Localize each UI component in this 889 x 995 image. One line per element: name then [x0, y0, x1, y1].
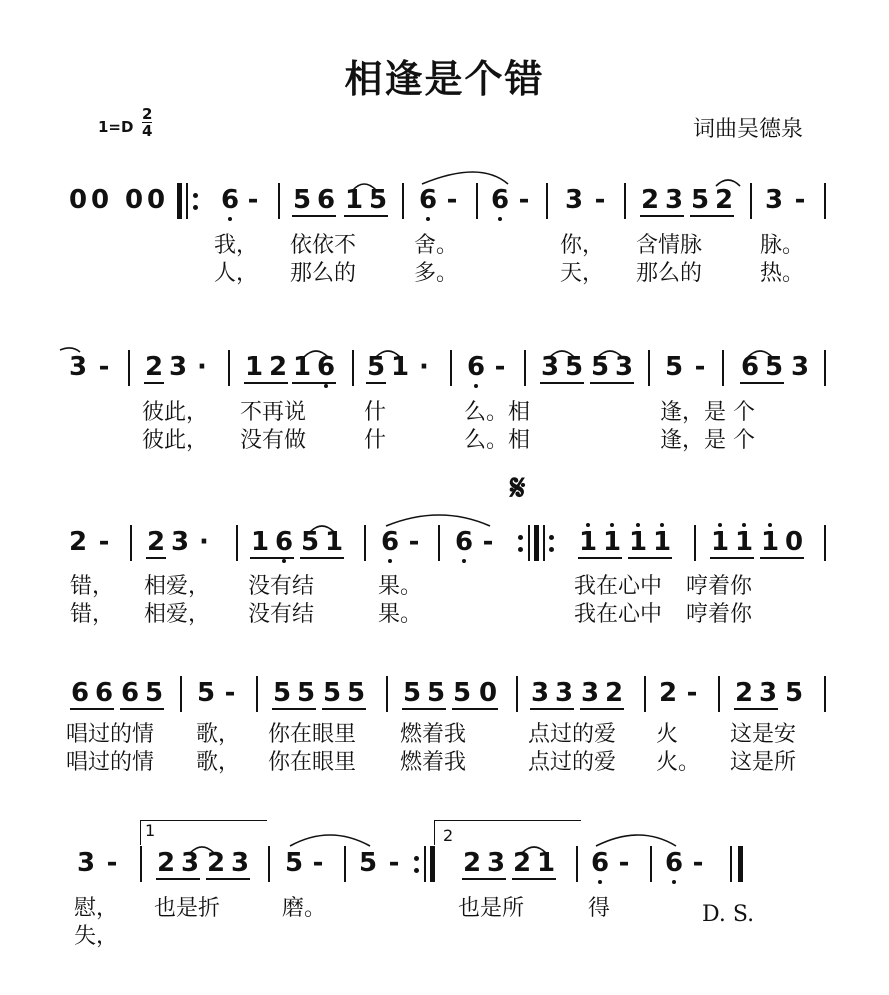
- slur: [748, 351, 772, 357]
- note: 6: [316, 352, 336, 382]
- note: 5: [300, 527, 320, 557]
- note: 1: [250, 527, 270, 557]
- volta-number-2: 2: [443, 826, 454, 845]
- lyric: 燃着我: [400, 722, 467, 747]
- lyric: 错，: [70, 602, 115, 627]
- time-top: 2: [142, 105, 153, 123]
- lyric: 这是安: [730, 722, 797, 747]
- lyric: 什: [364, 428, 387, 453]
- note: -: [224, 678, 236, 708]
- note: 3: [580, 678, 600, 708]
- note: 6: [274, 527, 294, 557]
- note: 2: [658, 678, 678, 708]
- note: -: [446, 185, 458, 215]
- note: 0: [90, 185, 110, 215]
- lyric: 不再说: [240, 400, 307, 425]
- lyric: 没有做: [240, 428, 307, 453]
- lyric: 我在心中: [574, 574, 663, 599]
- tie: [60, 348, 80, 352]
- lyric: 依依不: [290, 233, 357, 258]
- lyric: 也是所: [458, 896, 525, 921]
- tie: [290, 835, 370, 846]
- note: 5: [690, 185, 710, 215]
- note: 3: [564, 185, 584, 215]
- note: 5: [426, 678, 446, 708]
- lyric: 点过的爱: [528, 750, 617, 775]
- note: 2: [714, 185, 734, 215]
- note: 2: [604, 678, 624, 708]
- lyric: 相爱，: [144, 602, 211, 627]
- note: 3: [76, 848, 96, 878]
- note: 1: [734, 527, 754, 557]
- note: 1: [244, 352, 264, 382]
- note: 5: [368, 185, 388, 215]
- note: 3: [180, 848, 200, 878]
- lyric: 也是折: [154, 896, 221, 921]
- lyric: 磨。: [282, 896, 327, 921]
- note: 5: [296, 678, 316, 708]
- lyric: 逢，是 个: [660, 400, 755, 425]
- note: 1: [536, 848, 556, 878]
- lyric: 逢，是 个: [660, 428, 755, 453]
- note: -: [686, 678, 698, 708]
- lyric: 火。: [656, 750, 701, 775]
- note: -: [694, 352, 706, 382]
- lyric: 歌，: [196, 722, 241, 747]
- note: 1: [324, 527, 344, 557]
- slur: [376, 351, 400, 357]
- note: 5: [292, 185, 312, 215]
- note: 1: [578, 527, 598, 557]
- note: 1: [652, 527, 672, 557]
- note: 1: [344, 185, 364, 215]
- lyric: 热。: [760, 261, 805, 286]
- note: ·: [199, 527, 209, 557]
- lyric: 果。: [378, 574, 423, 599]
- slur: [522, 847, 546, 853]
- note: 1: [602, 527, 622, 557]
- lyric: 我在心中: [574, 602, 663, 627]
- note: -: [594, 185, 606, 215]
- note: 5: [590, 352, 610, 382]
- note: 0: [68, 185, 88, 215]
- note: 2: [68, 527, 88, 557]
- note: 0: [784, 527, 804, 557]
- note: 6: [70, 678, 90, 708]
- slur: [716, 180, 740, 186]
- note: 6: [740, 352, 760, 382]
- note: 1: [292, 352, 312, 382]
- note: 2: [512, 848, 532, 878]
- note: 3: [168, 352, 188, 382]
- note: 3: [664, 185, 684, 215]
- note: 5: [764, 352, 784, 382]
- slur: [598, 351, 622, 357]
- dal-segno-mark: D. S.: [702, 902, 755, 927]
- tie: [596, 835, 676, 846]
- note: 5: [284, 848, 304, 878]
- note: 3: [540, 352, 560, 382]
- lyric: 么。相: [464, 428, 531, 453]
- lyric: 哼着你: [686, 574, 753, 599]
- note: 2: [156, 848, 176, 878]
- time-bottom: 4: [142, 122, 153, 140]
- note: 3: [486, 848, 506, 878]
- note: -: [794, 185, 806, 215]
- lyric: 这是所: [730, 750, 797, 775]
- note: 2: [462, 848, 482, 878]
- segno-sign: 𝄋: [510, 468, 526, 509]
- note: 3: [530, 678, 550, 708]
- lyric: 脉。: [760, 233, 805, 258]
- lyric: 相爱，: [144, 574, 211, 599]
- note: 5: [272, 678, 292, 708]
- lyric: 你，: [560, 233, 605, 258]
- note: 6: [590, 848, 610, 878]
- lyric: 哼着你: [686, 602, 753, 627]
- song-title: 相逢是个错: [344, 57, 545, 101]
- lyric: 舍。: [414, 233, 459, 258]
- note: 1: [760, 527, 780, 557]
- lyric: 慰，: [74, 896, 119, 921]
- lyric: 人，: [214, 261, 259, 286]
- note: 2: [206, 848, 226, 878]
- lyric: 含情脉: [636, 233, 703, 258]
- slur: [190, 847, 214, 853]
- note: 6: [220, 185, 240, 215]
- note: ·: [197, 352, 207, 382]
- lyric: 多。: [414, 261, 459, 286]
- note: 6: [94, 678, 114, 708]
- lyric: 点过的爱: [528, 722, 617, 747]
- note: 5: [366, 352, 386, 382]
- lyric: 歌，: [196, 750, 241, 775]
- tie: [422, 172, 508, 184]
- lyric: 你在眼里: [268, 750, 357, 775]
- note: -: [518, 185, 530, 215]
- note: 6: [316, 185, 336, 215]
- note: -: [408, 527, 420, 557]
- lyric: 彼此，: [142, 400, 209, 425]
- note: 6: [466, 352, 486, 382]
- note: -: [312, 848, 324, 878]
- note: -: [482, 527, 494, 557]
- note: -: [106, 848, 118, 878]
- note: 3: [758, 678, 778, 708]
- volta-number-1: 1: [145, 821, 156, 840]
- note: 6: [380, 527, 400, 557]
- note: ·: [419, 352, 429, 382]
- note: -: [247, 185, 259, 215]
- note: 5: [402, 678, 422, 708]
- lyric: 错，: [70, 574, 115, 599]
- slur: [310, 526, 334, 532]
- lyric: 彼此，: [142, 428, 209, 453]
- note: 6: [490, 185, 510, 215]
- note: -: [98, 352, 110, 382]
- note: 5: [358, 848, 378, 878]
- lyric: 失，: [74, 924, 119, 949]
- lyric: 唱过的情: [66, 722, 155, 747]
- lyric: 唱过的情: [66, 750, 155, 775]
- note: -: [618, 848, 630, 878]
- lyric: 那么的: [636, 261, 703, 286]
- tie: [386, 515, 490, 526]
- note: -: [494, 352, 506, 382]
- lyric: 果。: [378, 602, 423, 627]
- note: 5: [196, 678, 216, 708]
- lyric: 燃着我: [400, 750, 467, 775]
- note: 2: [146, 527, 166, 557]
- lyric: 什: [364, 400, 387, 425]
- note: 5: [346, 678, 366, 708]
- slur: [550, 351, 574, 357]
- note: 5: [784, 678, 804, 708]
- note: 1: [390, 352, 410, 382]
- slur: [304, 351, 328, 357]
- slur: [353, 184, 376, 190]
- lyric: 得: [588, 896, 611, 921]
- note: 1: [710, 527, 730, 557]
- note: 3: [790, 352, 810, 382]
- note: 0: [478, 678, 498, 708]
- lyric: 没有结: [248, 602, 315, 627]
- note: 6: [418, 185, 438, 215]
- note: 5: [664, 352, 684, 382]
- note: -: [98, 527, 110, 557]
- note: 0: [124, 185, 144, 215]
- key-signature: 1=D: [98, 118, 134, 136]
- note: -: [692, 848, 704, 878]
- note: 6: [120, 678, 140, 708]
- note: 2: [640, 185, 660, 215]
- lyric: 你在眼里: [268, 722, 357, 747]
- note: 3: [764, 185, 784, 215]
- note: 3: [170, 527, 190, 557]
- lyric: 那么的: [290, 261, 357, 286]
- note: 2: [734, 678, 754, 708]
- lyric: 么。相: [464, 400, 531, 425]
- note: 6: [664, 848, 684, 878]
- lyric: 没有结: [248, 574, 315, 599]
- note: 1: [628, 527, 648, 557]
- note: 5: [322, 678, 342, 708]
- note: 5: [144, 678, 164, 708]
- note: 5: [564, 352, 584, 382]
- note: -: [388, 848, 400, 878]
- note: 6: [454, 527, 474, 557]
- note: 3: [230, 848, 250, 878]
- note: 2: [268, 352, 288, 382]
- note: 5: [452, 678, 472, 708]
- note: 3: [554, 678, 574, 708]
- lyric: 天，: [560, 261, 605, 286]
- lyric: 火: [656, 722, 679, 747]
- credits: 词曲吴德泉: [693, 117, 804, 142]
- note: 3: [68, 352, 88, 382]
- note: 0: [146, 185, 166, 215]
- note: 2: [144, 352, 164, 382]
- note: 3: [614, 352, 634, 382]
- lyric: 我，: [214, 233, 259, 258]
